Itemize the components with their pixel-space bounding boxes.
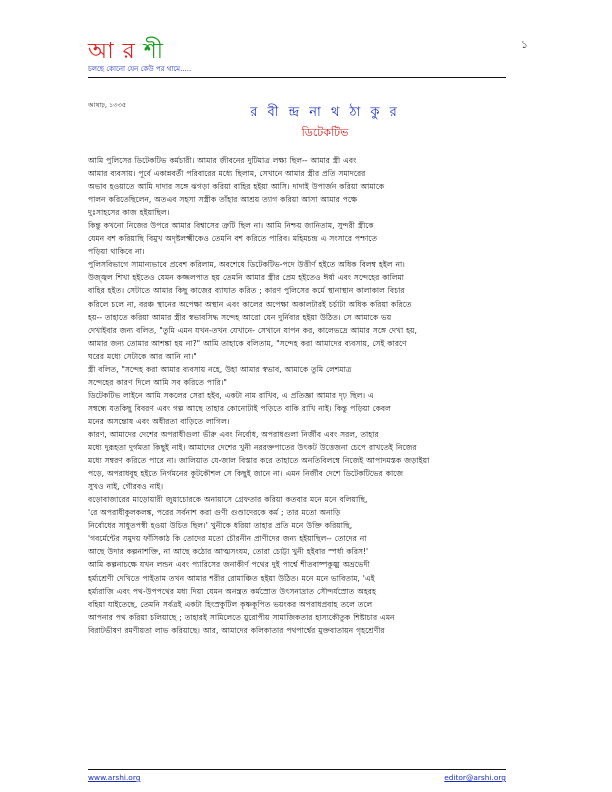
logo-text-part2: শী xyxy=(135,39,165,64)
site-tagline: চলছে কোনো যেন কেউ পর থামে..... xyxy=(88,65,192,73)
story-title: ডিটেকটিভ xyxy=(301,126,349,139)
story-body xyxy=(88,154,508,637)
author-name: র বী ন্দ্র না থ ঠা কু র xyxy=(250,105,400,120)
editor-email-link[interactable]: editor@arshi.org xyxy=(444,773,506,782)
paragraph: বড়োবাজারের মাড়োয়ারী জুয়াচোরকে অনায়াসে গ্রেফতার করিয়া কতবার মনে মনে বলিয়াছি, 'রে অপরাধীকুলকলঙ্ক, পরের সর্বনাশ করা গুণী গুণ্ডাদেরকে কর্ম ; তার মতো অনাড়ি নির্বোধের সাধুতপস্বী হওয়া উচিত ছিল।' খুনীকে ধরিয়া তাহার প্রতি মনে উক্তি করিয়াছি, 'গবর্মেন্টের সমুদয় ফাঁসিকাঠ কি তোদের মতো চৌরনীন প্রাণীদের জন্য হইয়াছিল-- তোদের না আছে উদার কল্পনাশক্তি, না আছে কঠোর আত্মসংযম, তোরা চোট্টা খুনী হইবার স্পর্ধা করিস!' xyxy=(88,495,369,557)
paragraph: পুলিসবিভাগে সামান্যভাবে প্রবেশ করিলাম, অবশেষে ডিটেকটিভ-পদে উত্তীর্ণ হইতে অধিক বিলম্ব হইল না। উজ্জ্বল শিখা হইতেও যেমন কজ্জলপাত হয় তেমনি আমার স্ত্রীর প্রেম হইতেও ঈর্ষা এবং সন্দেহের কালিমা বাহির হইত। সেটাতে আমার কিছু কাজের ব্যাঘাত করিত ; কারণ পুলিসের কর্মে স্থানাস্থান কালাকাল বিচার করিলে চলে না, বরঞ্চ স্থানের অপেক্ষা অস্থান এবং কালের অপেক্ষা অকালটারই চর্চাটা অধিক করিয়া করিতে হয়-- তাহাতে করিয়া আমার স্ত্রীর স্বভাবসিদ্ধ সন্দেহ আরো যেন দুর্নিবার হইয়া উঠিত। সে আমাকে ভয় দেখাইবার জন্য বলিত, "তুমি এমন যখন-তখন যেখানে- সেখানে যাপন কর, কালেভদ্রে আমার সঙ্গে দেখা হয়, আমার জন্য তোমার আশঙ্কা হয় না?" আমি তাহাকে বলিতাম, "সন্দেহ করা আমাদের ব্যবসায়, সেই কারণে ঘরের মধ্যে সেটাকে আর আনি না।" xyxy=(88,260,417,361)
logo-text-part1: আ র xyxy=(88,39,136,64)
paragraph: স্ত্রী বলিত, "সন্দেহ করা আমার ব্যবসায় নহে, উহা আমার স্বভাব, আমাকে তুমি লেশমাত্র সন্দেহের কারণ দিলে আমি সব করিতে পারি।" xyxy=(88,364,352,387)
paragraph: কিন্তু কখনো নিজের উপরে আমার বিশ্বাসের ত্রুটি ছিল না। আমি নিশ্চয় জানিতাম, সুন্দরী স্ত্রীকে যেমন বশ করিয়াছি বিমুখ অদৃষ্টলক্ষ্মীকেও তেমনি বশ করিতে পারিব। মহিমচন্দ্র এ সংসারে পশ্চাতে পড়িয়া থাকিবে না। xyxy=(88,221,378,257)
issue-date: আষাঢ়, ১৩৩৫ xyxy=(88,101,127,109)
paragraph: ডিটেকটিভ লাইনে আমি সকলের সেরা হইব, একটা নাম রাখিব, এ প্রতিজ্ঞা আমার দৃঢ় ছিল। এ সম্বন্ধে যতকিছু বিবরণ এবং গল্প আছে তাহার কোনোটাই পড়িতে বাকি রাখি নাই। কিন্তু পড়িয়া কেবল মনের অসন্তোষ এবং অধীরতা বাড়িতে লাগিল। xyxy=(88,390,391,426)
paragraph: আমি কল্পনাচক্ষে যখন লন্ডন এবং প্যারিসের জনাকীর্ণ পথের দুই পার্শ্বে শীতবাষ্পকুজ্ঝ অভ্রভেদী হর্ম্যশ্রেণী দেখিতে পাইতাম তখন আমার শরীর রোমাঞ্চিত হইয়া উঠিত। মনে মনে ভাবিতাম, 'এই হর্ম্যরাজি এবং পথ-উপপথের মধ্য দিয়া যেমন অনন্ত্রত কর্মস্রোত উৎসনাদ্রাত সৌন্দর্যস্রোত অহরহ বহিয়া যাইতেছে, তেমনি সর্বত্রই একটা হিংস্রকুটিল কৃষ্ণকূপিত ভয়ংকর অপরাধপ্রবাহ তলে তলে আপনার পথ করিয়া চলিয়াছে ; তাহারই সামিলেতে য়ুরোপীয় সামাজিকতার হাস্যকৌতুক শিষ্টাচার এমন বিরাটভীষণ রমণীয়তা লাভ করিয়াছে। আর, আমাদের কলিকাতার পথপার্শ্বের মুক্তবাতায়ন গৃহশ্রেণীর xyxy=(88,560,395,635)
paragraph: কারণ, আমাদের দেশের অপরাধীগুলা ভীরু এবং নির্বোধ, অপরাধগুলা নির্জীব এবং সরল, তাহার মধ্যে দুরূহতা দুর্গমতা কিছুই নাই। আমাদের দেশের খুনী নররক্তপাতের উৎকট উত্তেজনা চেপে রাখতেই নিজের মধ্যে সম্বরণ করিতে পারে না। জালিয়াত যে-জাল বিস্তার করে তাহাতে অনতিবিলম্বে নিজেই আপাদমস্তক জড়াইয়া পড়ে, অপরাধবূহ হইতে নির্গমনের কূটকৌশল সে কিছুই জানে না। এমন নির্জীব দেশে ডিটেকটিভের কাজে সুখও নাই, গৌরবও নাই। xyxy=(88,429,430,492)
page-number: ১ xyxy=(520,38,528,51)
website-link[interactable]: www.arshi.org xyxy=(88,773,141,782)
footer-divider xyxy=(88,769,506,770)
paragraph: আমি পুলিসের ডিটেকটিভ কর্মচারী। আমার জীবনের দুটিমাত্র লক্ষ্য ছিল-- আমার স্ত্রী এবং আমার ব্যবসায়। পূর্বে একান্নবর্তী পরিবারের মধ্যে ছিলাম, সেখানে আমার স্ত্রীর প্রতি সমাদরের অভাব হওয়াতে আমি দাদার সঙ্গে ঝগড়া করিয়া বাহির হইয়া আসি। দাদাই উপার্জন করিয়া আমাকে পালন করিতেছিলেন, অতএব সহসা সস্ত্রীক তাঁহার আশ্রয় ত্যাগ করিয়া আসা আমার পক্ষে দুঃসাহসের কাজ হইয়াছিল। xyxy=(88,156,385,218)
header-divider xyxy=(88,77,506,78)
